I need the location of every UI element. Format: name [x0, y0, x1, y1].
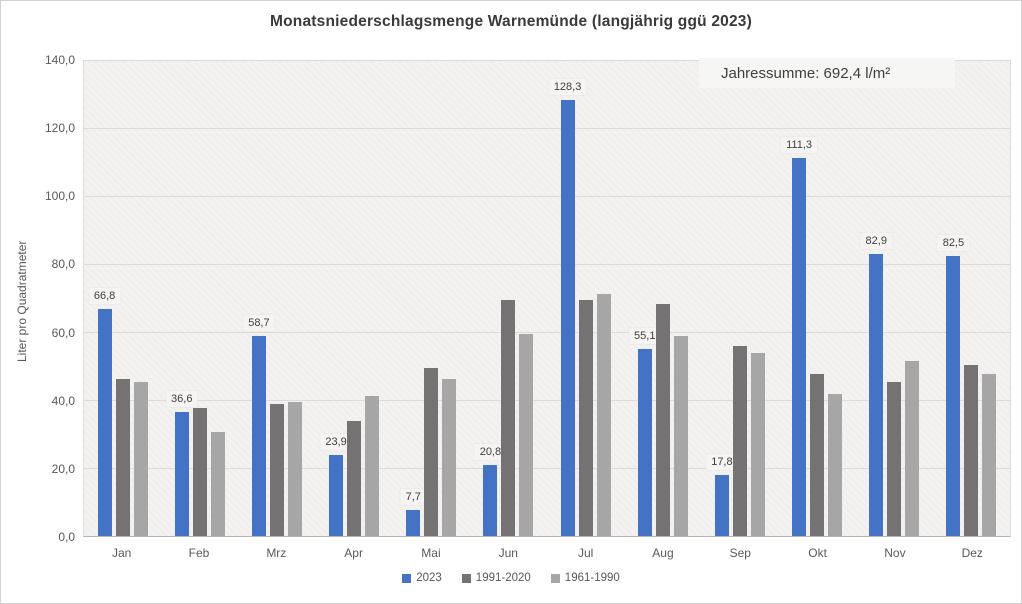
bar-1961-1990-sep — [751, 353, 765, 536]
y-axis-title: Liter pro Quadratmeter — [15, 240, 29, 362]
x-label-nov: Nov — [884, 546, 906, 560]
plot-area — [83, 60, 1011, 537]
bar-1991-2020-mai — [424, 368, 438, 536]
bar-1991-2020-feb — [193, 408, 207, 536]
bar-1961-1990-mrz — [288, 402, 302, 536]
bar-2023-okt — [786, 138, 813, 536]
bar-1961-1990-nov — [905, 361, 919, 536]
bar-2023-aug — [634, 329, 656, 536]
legend-label: 1991-2020 — [475, 572, 531, 584]
bar-2023-mai — [405, 490, 421, 536]
bar-group-okt — [779, 60, 856, 536]
y-tick-label: 100,0 — [44, 189, 75, 204]
bar-1991-2020-jun — [501, 300, 515, 536]
data-label-mrz: 58,7 — [243, 315, 274, 331]
bar-2023-feb — [171, 392, 193, 536]
x-label-mrz: Mrz — [266, 546, 287, 560]
y-tick-label: 0,0 — [58, 530, 75, 544]
legend — [1, 572, 1021, 584]
bar-group-sep — [701, 60, 778, 536]
bar-group-apr — [316, 60, 393, 536]
bar-group-jul — [547, 60, 624, 536]
bar-2023-jun — [479, 446, 502, 536]
x-label-dez: Dez — [961, 546, 983, 560]
x-label-mai: Mai — [421, 546, 441, 560]
bar-2023-jul — [553, 80, 582, 536]
data-label-jul: 128,3 — [549, 79, 587, 95]
bar-1961-1990-mai — [442, 379, 456, 536]
bar-1961-1990-jul — [597, 294, 611, 536]
x-label-apr: Apr — [344, 546, 363, 560]
data-label-aug: 55,1 — [629, 328, 660, 344]
bar-1961-1990-dez — [982, 374, 996, 536]
bar-1961-1990-okt — [828, 394, 842, 536]
bar-1991-2020-aug — [656, 304, 670, 536]
bar-2023-apr — [325, 435, 347, 536]
bar-1991-2020-jan — [116, 379, 130, 536]
bar-2023-nov — [865, 235, 887, 536]
bar-group-nov — [856, 60, 933, 536]
y-tick-label: 60,0 — [51, 325, 75, 340]
annual-sum-text: Jahressumme: 692,4 l/m² — [721, 64, 891, 82]
bar-group-mrz — [238, 60, 315, 536]
x-label-aug: Aug — [652, 546, 674, 560]
y-tick-label: 80,0 — [51, 257, 75, 272]
data-label-sep: 17,8 — [706, 454, 737, 470]
y-tick-label: 40,0 — [51, 393, 75, 408]
bar-1991-2020-apr — [347, 421, 361, 536]
data-label-mai: 7,7 — [401, 489, 426, 505]
x-axis-labels — [83, 546, 1011, 560]
data-label-dez: 82,5 — [938, 235, 969, 251]
bar-2023-sep — [711, 456, 733, 536]
annual-sum-annotation — [699, 58, 955, 88]
data-label-feb: 36,6 — [166, 391, 197, 407]
bar-2023-jan — [93, 289, 116, 536]
bar-group-dez — [933, 60, 1010, 536]
y-tick-label: 140,0 — [44, 53, 75, 67]
data-label-jan: 66,8 — [89, 288, 120, 304]
legend-item-1961-1990 — [551, 572, 620, 584]
bar-1991-2020-mrz — [270, 404, 284, 536]
y-axis-ticks — [19, 53, 75, 544]
bar-1991-2020-jul — [579, 300, 593, 536]
data-label-nov: 82,9 — [861, 233, 892, 249]
x-label-jan: Jan — [111, 546, 132, 560]
bar-1991-2020-sep — [733, 346, 747, 536]
legend-label: 2023 — [416, 572, 442, 584]
bar-1991-2020-okt — [810, 374, 824, 536]
x-label-sep: Sep — [729, 546, 751, 560]
bar-group-jun — [470, 60, 547, 536]
bar-1991-2020-dez — [964, 365, 978, 536]
x-label-feb: Feb — [188, 546, 210, 560]
bar-1961-1990-aug — [674, 336, 688, 536]
chart-title: Monatsniederschlagsmenge Warnemünde (langjährig ggü 2023) — [270, 13, 752, 30]
bar-2023-dez — [942, 236, 965, 537]
legend-swatch-icon — [462, 574, 471, 583]
bar-group-aug — [624, 60, 701, 536]
legend-swatch-icon — [551, 574, 560, 583]
y-tick-label: 120,0 — [44, 121, 75, 136]
legend-item-2023 — [402, 572, 442, 584]
x-label-jul: Jul — [577, 546, 594, 560]
data-label-jun: 20,8 — [475, 444, 506, 460]
data-label-okt: 111,3 — [781, 137, 817, 153]
bar-group-feb — [161, 60, 238, 536]
bar-1961-1990-jun — [519, 334, 533, 536]
bar-group-mai — [393, 60, 470, 536]
bar-1961-1990-jan — [134, 382, 148, 536]
legend-swatch-icon — [402, 574, 411, 583]
y-tick-label: 20,0 — [51, 461, 75, 476]
data-label-apr: 23,9 — [320, 434, 351, 450]
legend-label: 1961-1990 — [564, 572, 620, 584]
legend-item-1991-2020 — [462, 572, 531, 584]
bar-group-jan — [84, 60, 161, 536]
bar-1961-1990-feb — [211, 432, 225, 536]
bar-2023-mrz — [248, 317, 270, 536]
bar-1991-2020-nov — [887, 382, 901, 536]
bar-1961-1990-apr — [365, 396, 379, 536]
x-label-okt: Okt — [808, 546, 827, 560]
x-label-jun: Jun — [498, 546, 518, 560]
